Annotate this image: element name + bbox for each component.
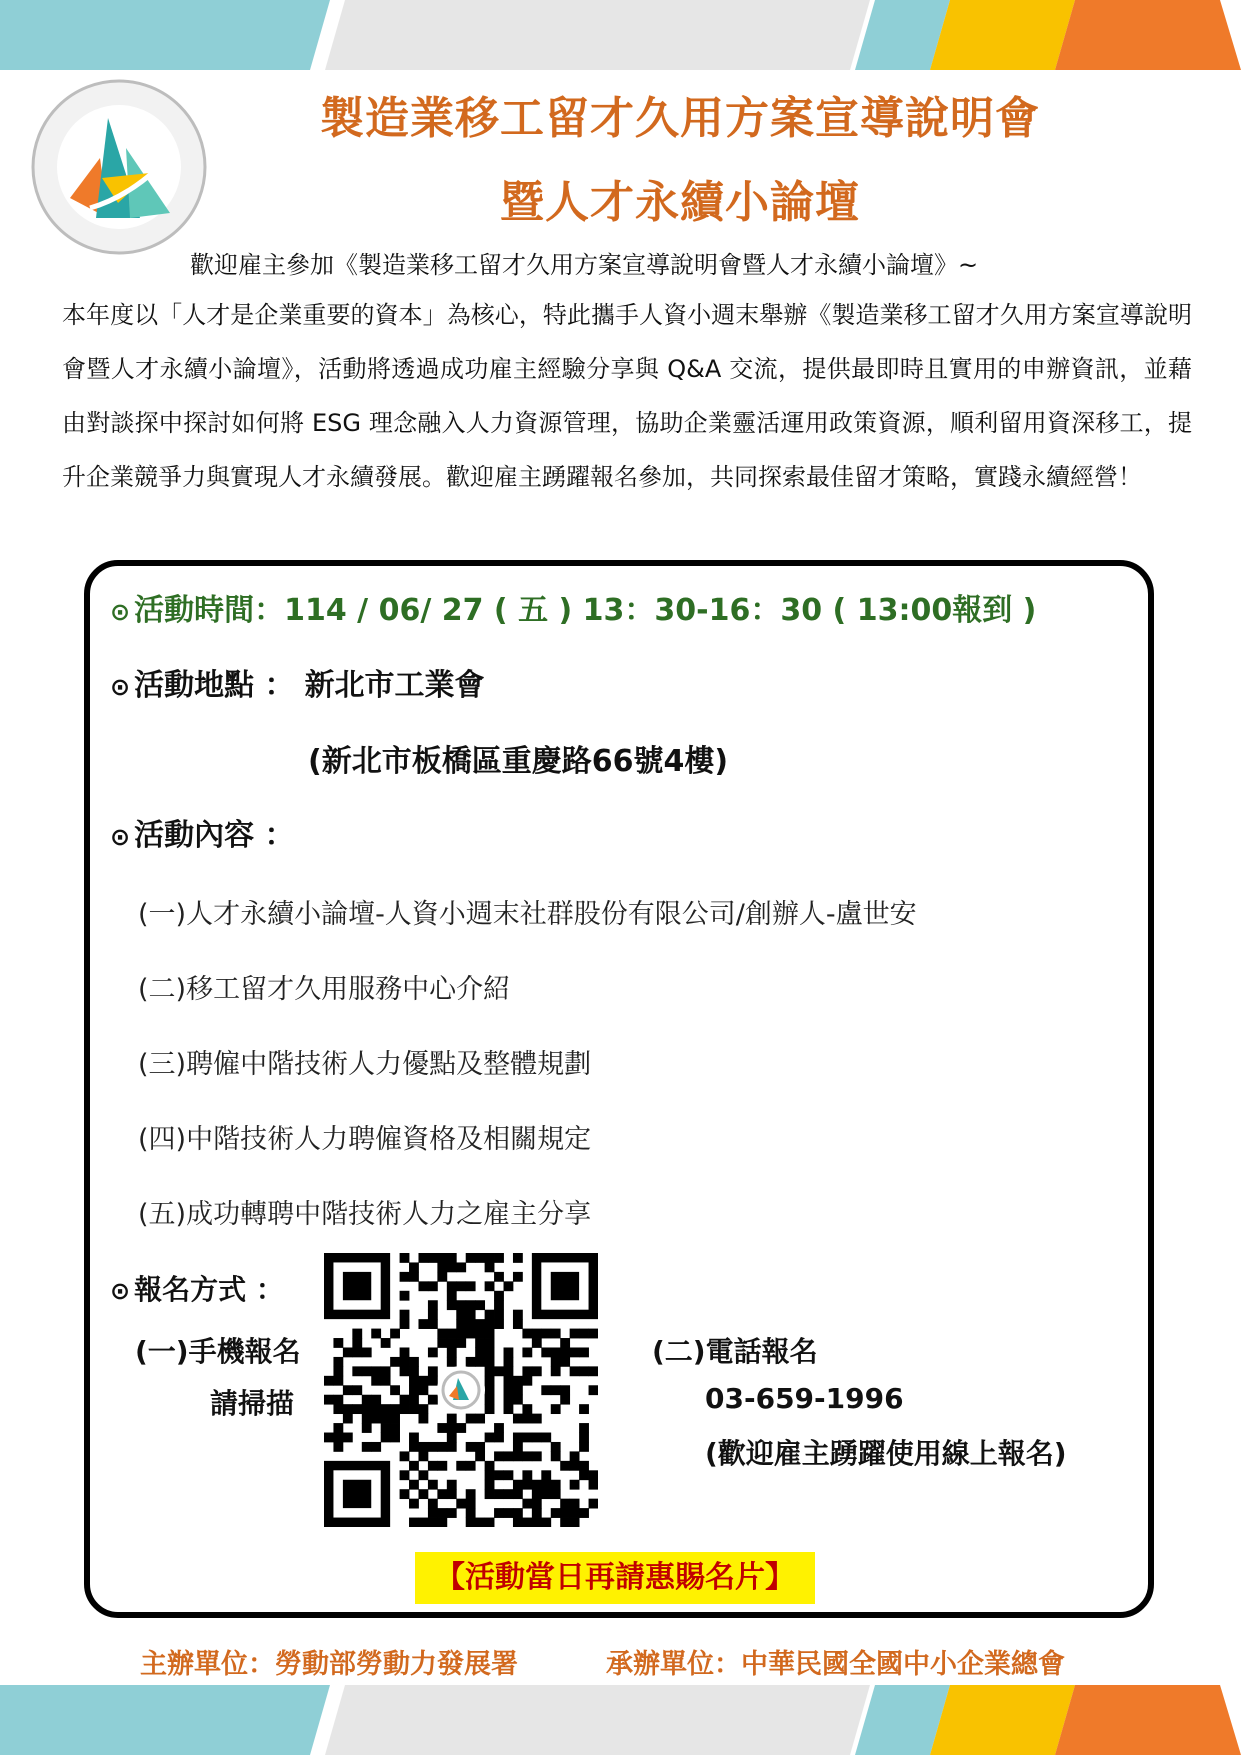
scan-hint: 請掃描 [210,1387,295,1420]
registration-qr-code[interactable] [324,1253,598,1527]
register-label: 報名方式 ： [134,1273,284,1306]
event-time-label: 活動時間 [134,593,255,628]
page-title: 製造業移工留才久用方案宣導說明會 [320,93,1040,144]
organizer-text: 主辦單位：勞動部勞動力發展署 [140,1649,518,1680]
bullet-icon: ⊙ [110,673,131,701]
bullet-icon: ⊙ [110,598,131,626]
event-time-value: ：114 / 06/ 27 ( 五 ) 13：30-16：30 ( 13:00報到 ) [254,593,1037,628]
bottom-color-band [0,1685,1241,1755]
description-paragraph: 本年度以「人才是企業重要的資本」為核心，特此攜手人資小週末舉辦《製造業移工留才久用方案宣導說明會暨人才永續小論壇》，活動將透過成功雇主經驗分享與 Q&A 交流，提供最即時且實用的申辦資訊，並藉由對談探中探討如何將 ESG 理念融入人力資源管理，協助企業靈活運用政策資源，順利留用資深移工，提升企業競爭力與實現人才永續發展。歡迎雇主踴躍報名參加，共同探索最佳留才策略，實踐永續經營！ [62,301,1192,491]
phone-note: (歡迎雇主踴躍使用線上報名) [705,1437,1067,1470]
content-item: (三)聘僱中階技術人力優點及整體規劃 [138,1049,592,1080]
event-location-value: 新北市工業會 [304,668,485,703]
content-item: (五)成功轉聘中階技術人力之雇主分享 [138,1199,592,1230]
executor-text: 承辦單位：中華民國全國中小企業總會 [606,1649,1065,1680]
page-subtitle: 暨人才永續小論壇 [500,177,860,228]
event-location-label: 活動地點 ： [134,668,295,703]
phone-register-label: (二)電話報名 [652,1335,818,1368]
business-card-notice: 【活動當日再請惠賜名片】 [415,1552,815,1604]
mobile-register-label: (一)手機報名 [135,1335,301,1368]
welcome-text: 歡迎雇主參加《製造業移工留才久用方案宣導說明會暨人才永續小論壇》~ [190,251,979,279]
content-item: (二)移工留才久用服務中心介紹 [138,974,511,1005]
service-center-logo [30,78,208,256]
top-color-band [0,0,1241,70]
register-row [110,1268,284,1308]
phone-number: 03-659-1996 [705,1382,904,1415]
event-content-label: 活動內容 ： [134,818,295,853]
bullet-icon: ⊙ [110,823,131,851]
event-time-row [110,585,1036,629]
event-content-row [110,810,295,854]
bullet-icon: ⊙ [110,1277,131,1305]
event-location-address: (新北市板橋區重慶路66號4樓) [308,744,729,779]
content-item: (四)中階技術人力聘僱資格及相關規定 [138,1124,592,1155]
content-item: (一)人才永續小論壇-人資小週末社群股份有限公司/創辦人-盧世安 [138,899,917,930]
event-location-row [110,660,485,704]
